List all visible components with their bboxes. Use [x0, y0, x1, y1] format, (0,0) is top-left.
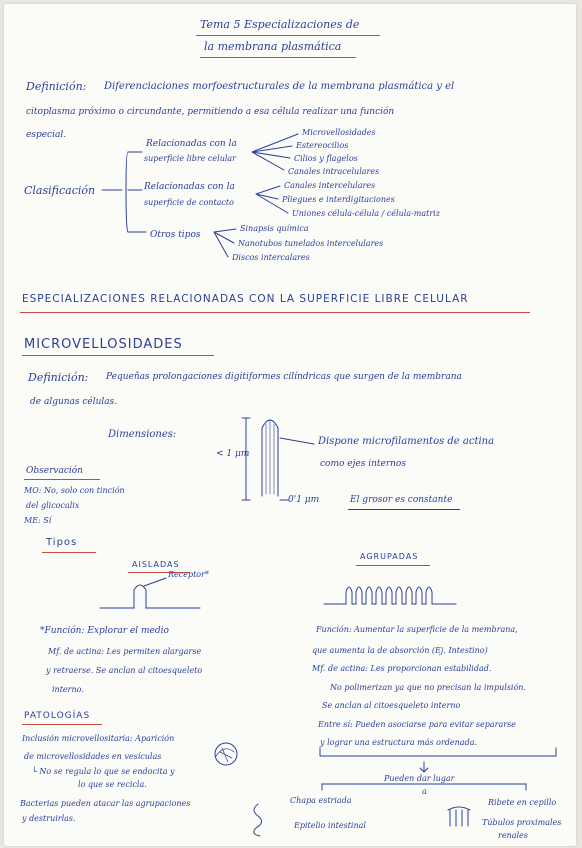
patologias-line4: lo que se recicla. [78, 780, 147, 789]
group1-item-2: Estereocilios [296, 141, 349, 150]
pueden-a-label: a [422, 787, 427, 796]
micro-def-label: Definición: [28, 371, 89, 384]
agrupadas-funcion-line3: Mf. de actina: Les proporcionan estabilidad. [312, 664, 492, 673]
micro-def-line2: de algunas células. [30, 397, 118, 407]
micro-def-line1: Pequeñas prolongaciones digitiformes cilíndricas que surgen de la membrana [106, 372, 462, 382]
group1-branches [252, 134, 298, 170]
group2-branches [256, 186, 288, 213]
group1-label-line2: superficie libre celular [144, 154, 237, 163]
me-line: ME: Sí [24, 516, 52, 525]
agrupadas-funcion-line7: y lograr una estructura más ordenada. [320, 738, 478, 747]
group1-item-3: Cilios y flagelos [294, 154, 358, 163]
aisladas-funcion-line3: y retraerse. Se anclan al citoesqueleto [46, 666, 203, 675]
agrupadas-funcion-line5: Se anclan al citoesqueleto interno [322, 701, 461, 710]
intestine-doodle-icon [254, 804, 262, 836]
dimension-width: 0'1 μm [288, 495, 320, 505]
aisladas-funcion-line1: *Función: Explorar el medio [40, 626, 169, 636]
group2-label-line2: superficie de contacto [144, 198, 234, 207]
group2-item-2: Pliegues e interdigitaciones [282, 195, 395, 204]
actin-filaments [266, 420, 274, 494]
receptor-pointer [144, 578, 166, 586]
group2-label-line1: Relacionadas con la [144, 182, 235, 192]
aisladas-funcion-line2: Mf. de actina: Les permiten alargarse [48, 647, 202, 656]
down-arrow [420, 762, 428, 772]
group1-item-1: Microvellosidades [302, 128, 376, 137]
aisladas-membrane [100, 585, 200, 608]
patologias-line3: └ No se regula lo que se endocita y [32, 767, 175, 776]
definition-line2: citoplasma próximo o circundante, permitiendo a esa célula realizar una función [26, 107, 395, 117]
classification-brace [126, 152, 128, 232]
cell-doodle-icon [215, 743, 237, 765]
pueden-dar-lugar: Pueden dar lugar [384, 774, 455, 783]
chapa-estriada: Chapa estriada [290, 796, 352, 805]
section-title: ESPECIALIZACIONES RELACIONADAS CON LA SUPERFICIE LIBRE CELULAR [22, 293, 469, 305]
hand-drawn-sketches [4, 4, 576, 846]
group3-item-3: Discos intercalares [232, 253, 310, 262]
grosor-note: El grosor es constante [350, 495, 453, 505]
tubulos-renales: renales [498, 831, 528, 840]
group3-item-2: Nanotubos tunelados intercelulares [238, 239, 384, 248]
patologias-line2: de microvellosidades en vesículas [24, 752, 162, 761]
group3-item-1: Sinapsis química [240, 224, 309, 233]
agrupadas-funcion-line4: No polimerizan ya que no precisan la impulsión. [330, 683, 527, 692]
group3-branches [214, 229, 236, 257]
agrupadas-bracket [320, 748, 556, 756]
actin-note-line1: Dispone microfilamentos de actina [318, 436, 495, 447]
tubulos-proximales: Túbulos proximales [482, 818, 562, 827]
group3-label: Otros tipos [150, 230, 201, 240]
page-title-line1: Tema 5 Especializaciones de [200, 18, 360, 31]
patologias-heading: PATOLOGÍAS [24, 711, 91, 721]
page-title-line2: la membrana plasmática [204, 40, 342, 53]
tubules-doodle-icon [448, 807, 470, 826]
definition-line1: Diferenciaciones morfoestructurales de la membrana plasmática y el [104, 81, 455, 92]
dimensions-label: Dimensiones: [108, 429, 177, 440]
patologias-line1: Inclusión microvellositaria: Aparición [22, 734, 175, 743]
receptor-label: Receptor* [168, 570, 209, 579]
agrupadas-label: AGRUPADAS [360, 552, 419, 561]
group2-item-3: Uniones célula-célula / célula-matriz [292, 209, 440, 218]
classification-label: Clasificación [24, 184, 96, 197]
group1-item-4: Canales intracelulares [288, 167, 380, 176]
mo-line1: MO: No, solo con tinción [24, 486, 125, 495]
actin-note-line2: como ejes internos [320, 459, 406, 469]
definition-line3: especial. [26, 130, 67, 140]
agrupadas-funcion-line1: Función: Aumentar la superficie de la membrana, [316, 625, 518, 634]
agrupadas-membrane [324, 587, 456, 604]
group2-item-1: Canales intercelulares [284, 181, 376, 190]
microvellosidades-heading: MICROVELLOSIDADES [24, 337, 183, 352]
patologias-line5: Bacterias pueden atacar las agrupaciones [20, 799, 191, 808]
observacion-label: Observación [26, 466, 83, 476]
epitelio-intestinal: Epitelio intestinal [294, 821, 366, 830]
group1-label-line1: Relacionadas con la [146, 139, 237, 149]
two-way-brace [322, 784, 526, 790]
aisladas-funcion-line4: interno. [52, 685, 84, 694]
patologias-line6: y destruirlas. [22, 814, 76, 823]
definition-label: Definición: [26, 80, 87, 93]
mo-line2: del glicocalix [26, 501, 80, 510]
notebook-page [4, 4, 576, 846]
tipos-label: Tipos [46, 537, 78, 548]
aisladas-label: AISLADAS [132, 560, 180, 569]
ribete-en-cepillo: Ribete en cepillo [488, 798, 557, 807]
agrupadas-funcion-line6: Entre sí: Pueden asociarse para evitar separarse [318, 720, 516, 729]
actin-pointer [280, 438, 314, 444]
height-measure [242, 418, 250, 500]
agrupadas-funcion-line2: que aumenta la de absorción (Ej. Intestino) [312, 646, 488, 655]
dimension-height: < 1 μm [216, 449, 250, 459]
